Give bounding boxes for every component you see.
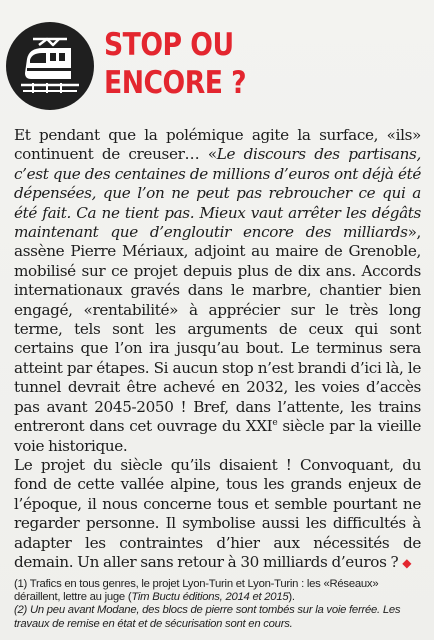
footnote-1-publisher: Tim Buctu éditions, 2014 et 2015 — [131, 591, 289, 604]
century-superscript: e — [272, 418, 278, 429]
train-badge — [6, 22, 94, 110]
paragraph-1-main: », assène Pierre Mériaux, adjoint au maire de Grenoble, mobilisé sur ce projet depuis plus de dix ans. Accords internationaux gravés dans le marbre, chantier bien engagé, «rentabilité» à apprécier sur le très long terme, tels sont les arguments de ceux qui sont certains que l’on ira jusqu’au bout. Le terminus sera atteint par étapes. Si aucun stop n’est brandi d’ici là, le tunnel devrait être achevé en 2032, les voies d’accès pas avant 2045-2050 ! Bref, dans l’attente, les trains entreront dans cet ouvrage du XXI — [14, 223, 421, 436]
quote-meriaux: Le discours des partisans, c’est que des centaines de millions d’euros ont déjà été dépensées, que l’on ne peut pas rebroucher ce qui a été fait. Ca ne tient pas. Mieux vaut arrêter les dégâts maintenant que d’engloutir encore des milliards — [14, 145, 421, 242]
footnote-2 — [14, 604, 422, 630]
paragraph-2-text: Le projet du siècle qu’ils disaient ! Convoquant, du fond de cette vallée alpine, tous les grands enjeux de l’époque, il nous concerne tous et semble pourtant ne regarder personne. Il symbolise aussi les difficultés à adapter les contraintes d’hier aux nécessités de demain. Un aller sans retour à 30 milliards d’euros ? — [14, 455, 421, 571]
end-of-article-icon: ◆ — [402, 555, 412, 570]
train-icon — [13, 29, 87, 103]
footnotes — [14, 578, 422, 631]
article-body — [14, 126, 421, 573]
title-line-2: ENCORE ? — [104, 65, 247, 101]
footnote-1-text: (1) Trafics en tous genres, le projet Lyon-Turin et Lyon-Turin : les «Réseaux» déraillent, lettre au juge ( — [14, 578, 379, 604]
paragraph-1-intro: Et pendant que la polémique agite la surface, «ils» continuent de creuser… « — [14, 126, 421, 164]
paragraph-1 — [14, 126, 421, 456]
article-header — [6, 22, 426, 122]
article-title — [104, 26, 362, 102]
footnote-2-text: (2) Un peu avant Modane, des blocs de pierre sont tombés sur la voie ferrée. Les travaux de remise en état et de sécurisation sont en cours. — [14, 604, 401, 630]
paragraph-2 — [14, 456, 421, 573]
title-line-1: STOP OU — [104, 27, 234, 63]
footnote-1 — [14, 578, 422, 604]
footnote-1-end: ). — [288, 591, 295, 604]
paragraph-1-end: siècle par la vieille voie historique. — [14, 417, 421, 455]
